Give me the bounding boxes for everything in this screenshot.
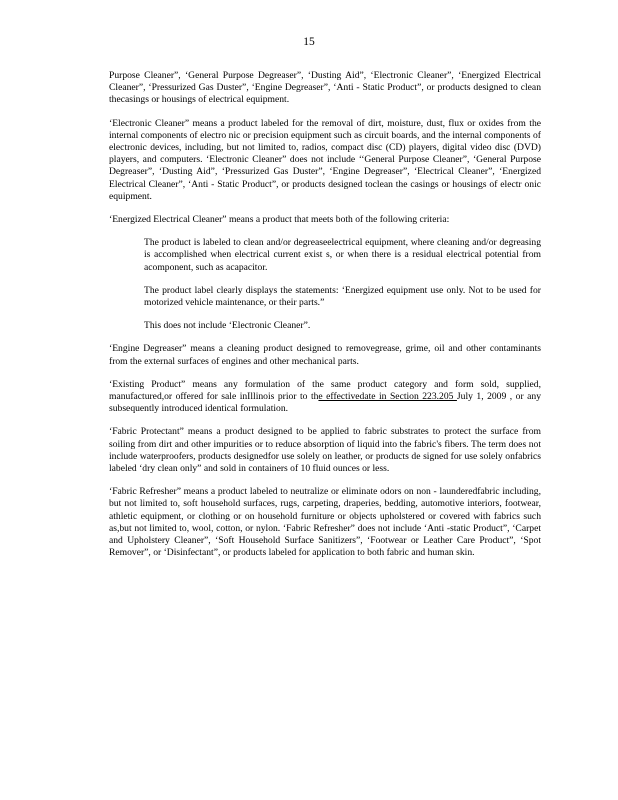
existing-product-text-end: July 1, 2009 , or any subsequently introduced identical formulation. (109, 391, 541, 415)
paragraph-existing-product (109, 379, 541, 416)
existing-product-text-start: ‘Existing Product” means any formulation of the same product category and form sold, supplied, manufactured,or offered for sale inIllinois prior to th (109, 378, 541, 403)
page-number: 15 (303, 36, 315, 48)
criterion-paragraph-3: This does not include ‘Electronic Cleaner”. (144, 320, 311, 332)
existing-product-underlined-text: e effectivedate in Section 223.205 (318, 391, 457, 403)
document-body (109, 70, 541, 571)
paragraph-energized-electrical-cleaner: ‘Energized Electrical Cleaner” means a product that meets both of the following criteria: (109, 214, 450, 226)
paragraph-engine-degreaser: ‘Engine Degreaser” means a cleaning product designed to removegrease, grime, oil and other contaminants from the external surfaces of engines and other mechanical parts. (109, 343, 541, 367)
paragraph-fabric-refresher: ‘Fabric Refresher” means a product labeled to neutralize or eliminate odors on non - launderedfabric including, but not limited to, soft household surfaces, rugs, carpeting, draperies, bedding, automotive interiors, footwear, athletic equipment, or clothing or on household furniture or objects upholstered or covered with fabrics such as,but not limited to, wool, cotton, or nylon. ‘Fabric Refresher” does not include ‘Anti -static Product”, ‘Carpet and Upholstery Cleaner”, ‘Soft Household Surface Sanitizers”, ‘Footwear or Leather Care Product”, ‘Spot Remover”, or ‘Disinfectant”, or products labeled for application to both fabric and human skin. (109, 486, 541, 559)
criterion-paragraph-1: The product is labeled to clean and/or degreaseelectrical equipment, where cleaning and/or degreasing is accomplished when electrical current exist s, or when there is a residual electrical potential from acomponent, such as acapacitor. (144, 237, 541, 273)
paragraph-continuation: Purpose Cleaner”, ‘General Purpose Degreaser”, ‘Dusting Aid”, ‘Electronic Cleaner”, ‘Energized Electrical Cleaner”, ‘Pressurized Gas Duster”, ‘Engine Degreaser”, ‘Anti - Static Product”, or products designed to clean thecasings or housings of electrical equipment. (109, 70, 541, 106)
paragraph-electronic-cleaner: ‘Electronic Cleaner” means a product labeled for the removal of dirt, moisture, dust, flux or oxides from the internal components of electro nic or precision equipment such as circuit boards, and the internal components of electronic devices, including, but not limited to, radios, compact disc (CD) players, digital video disc (DVD) players, and computers. ‘Electronic Cleaner” does not include ‘‘General Purpose Cleaner”, ‘General Purpose Degreaser”, ‘Dusting Aid”, ‘Pressurized Gas Duster”, ‘Engine Degreaser”, ‘Electrical Cleaner”, ‘Energized Electrical Cleaner”, ‘Anti - Static Product”, or products designed toclean the casings or housings of electr onic equipment. (109, 117, 541, 202)
paragraph-fabric-protectant: ‘Fabric Protectant” means a product designed to be applied to fabric substrates to protect the surface from soiling from dirt and other impurities or to reduce absorption of liquid into the fabric's fibers. The term does not include waterproofers, products designedfor use solely on leather, or products de signed for use solely onfabrics labeled ‘dry clean only” and sold in containers of 10 fluid ounces or less. (109, 426, 541, 475)
criterion-paragraph-2: The product label clearly displays the statements: ‘Energized equipment use only. Not to be used for motorized vehicle maintenance, or their parts.” (144, 284, 541, 309)
